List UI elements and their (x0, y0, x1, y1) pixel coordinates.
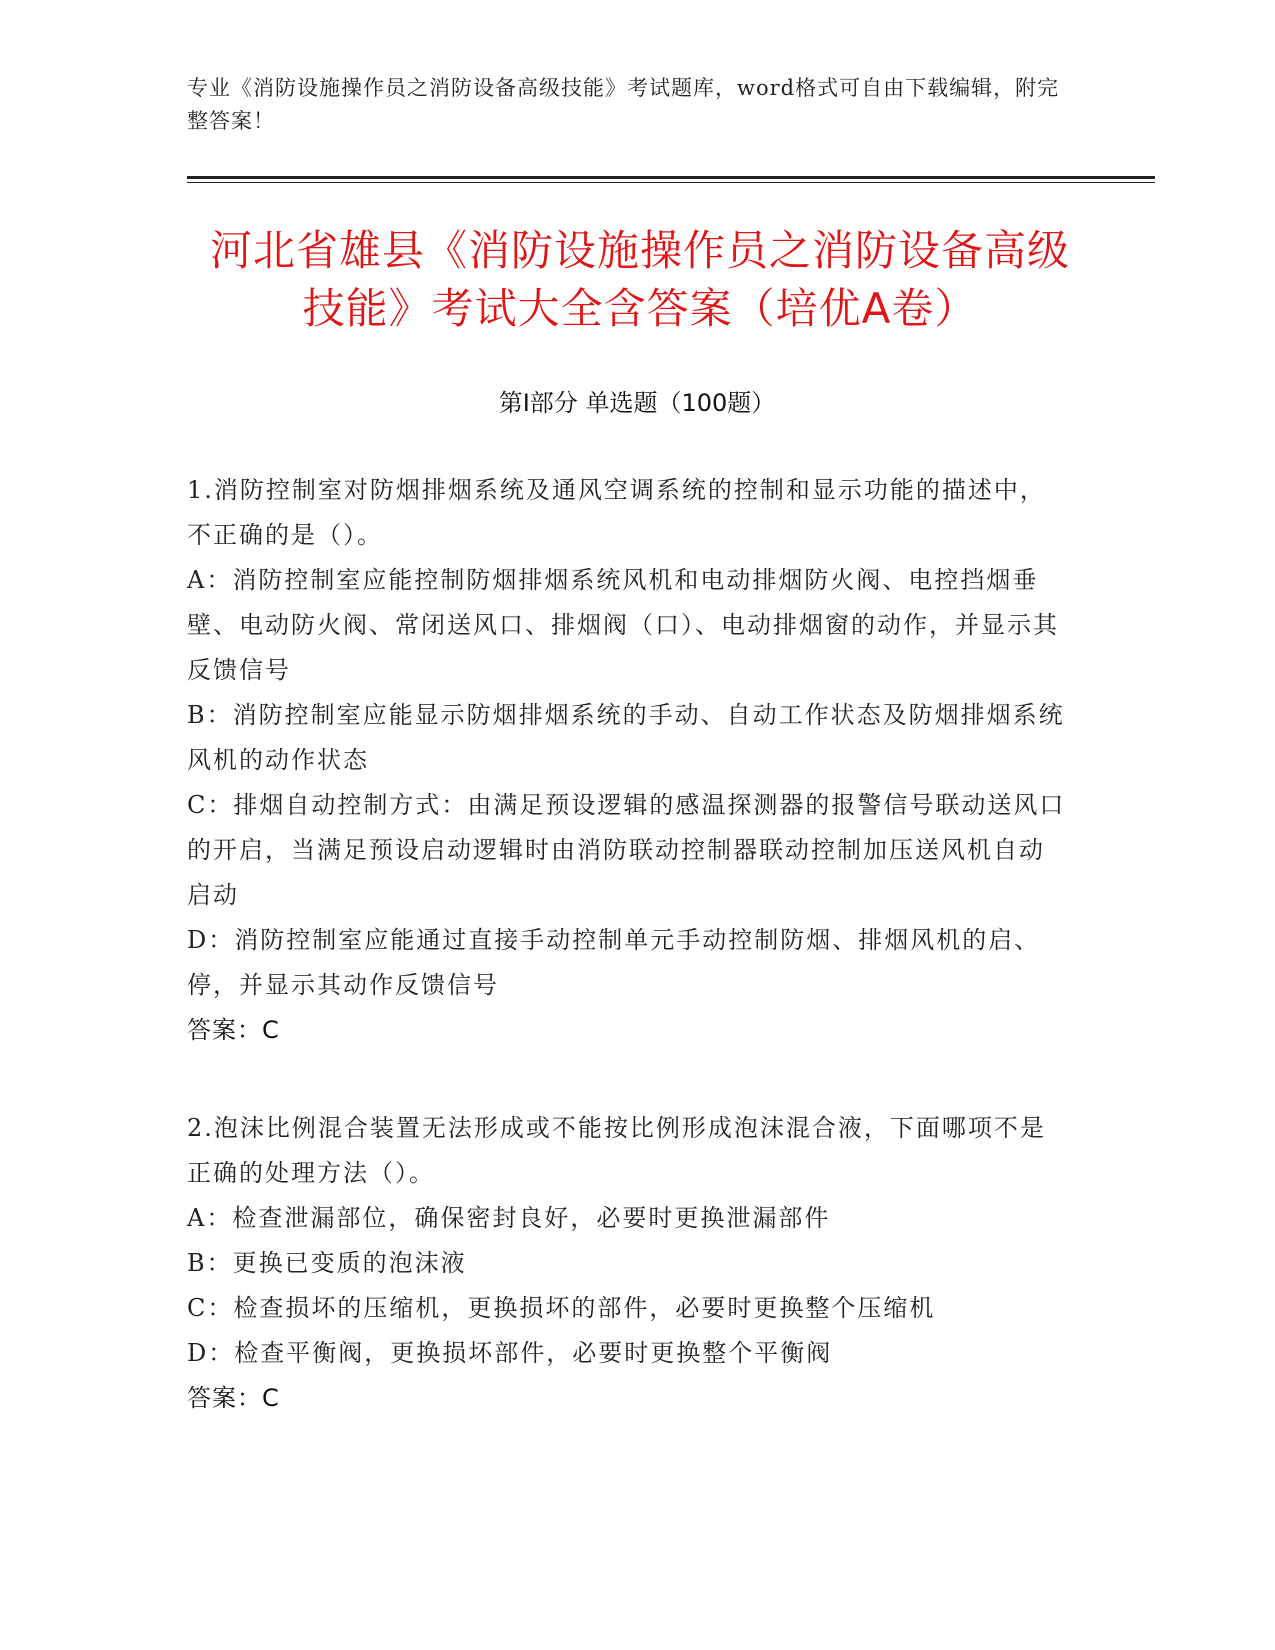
question-1 (187, 468, 1067, 1053)
answer: 答案：C (187, 1384, 280, 1412)
question-stem: 2.泡沫比例混合装置无法形成或不能按比例形成泡沫混合液，下面哪项不是正确的处理方法（）。 (187, 1114, 1046, 1187)
option-a: A：消防控制室应能控制防烟排烟系统风机和电动排烟防火阀、电控挡烟垂壁、电动防火阀、常闭送风口、排烟阀（口）、电动排烟窗的动作，并显示其反馈信号 (187, 566, 1059, 684)
option-c: C：排烟自动控制方式：由满足预设逻辑的感温探测器的报警信号联动送风口的开启，当满足预设启动逻辑时由消防联动控制器联动控制加压送风机自动启动 (187, 791, 1066, 909)
option-b: B：消防控制室应能显示防烟排烟系统的手动、自动工作状态及防烟排烟系统风机的动作状态 (187, 701, 1065, 774)
question-stem: 1.消防控制室对防烟排烟系统及通风空调系统的控制和显示功能的描述中，不正确的是（）。 (187, 476, 1046, 549)
option-d: D：检查平衡阀，更换损坏部件，必要时更换整个平衡阀 (187, 1339, 833, 1367)
option-d: D：消防控制室应能通过直接手动控制单元手动控制防烟、排烟风机的启、停，并显示其动作反馈信号 (187, 926, 1041, 999)
option-c: C：检查损坏的压缩机，更换损坏的部件，必要时更换整个压缩机 (187, 1294, 936, 1322)
question-2 (187, 1106, 1067, 1421)
section-title: 第Ⅰ部分 单选题（100题） (498, 389, 776, 417)
answer: 答案：C (187, 1016, 280, 1044)
option-a: A：检查泄漏部位，确保密封良好，必要时更换泄漏部件 (187, 1204, 831, 1232)
document-title: 河北省雄县《消防设施操作员之消防设备高级技能》考试大全含答案（培优A卷） (209, 226, 1070, 333)
header-note: 专业《消防设施操作员之消防设备高级技能》考试题库，word格式可自由下载编辑，附完整答案！ (187, 76, 1060, 133)
header-divider-thin (187, 182, 1155, 183)
option-b: B：更换已变质的泡沫液 (187, 1249, 467, 1277)
header-divider-thick (187, 176, 1155, 179)
